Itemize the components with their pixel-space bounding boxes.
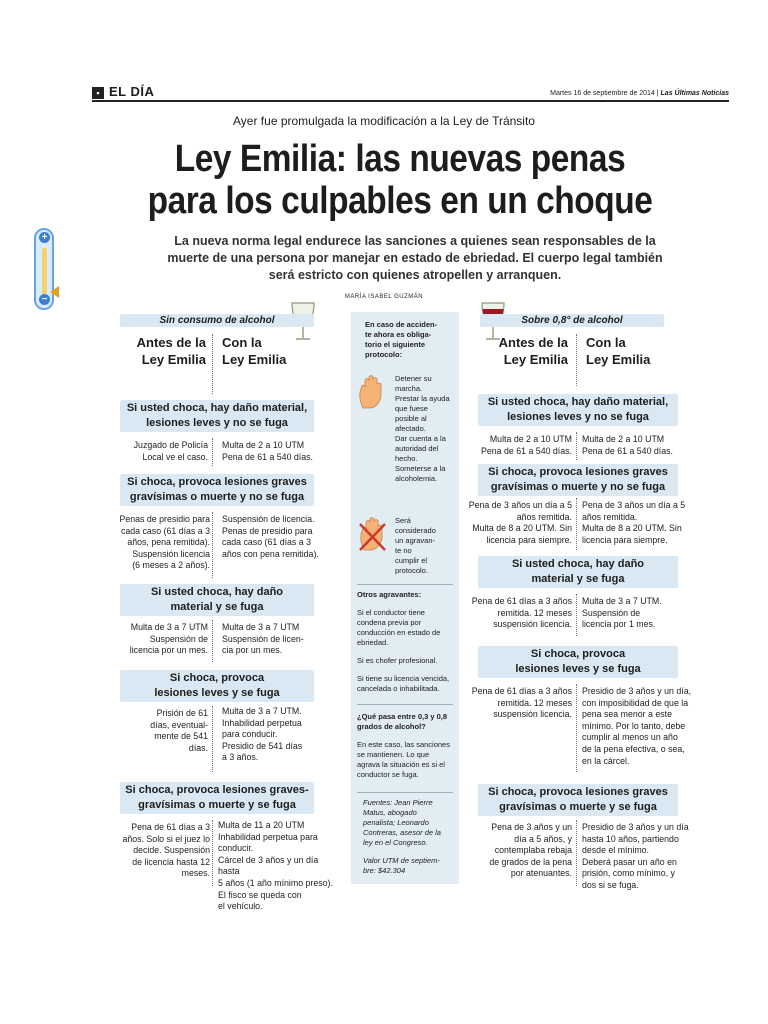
divider: [576, 820, 577, 886]
issue-date: Martes 16 de septiembre de 2014 | Las Últimas Noticias: [550, 90, 729, 97]
protocol-steps: Detener su marcha. Prestar la ayuda que fuese posible al afectado. Dar cuenta a la autoridad del hecho. Someterse a la alcoholemia.: [395, 374, 450, 483]
section-heading: Si usted choca, hay daño material y se fuga: [120, 584, 314, 616]
after-cell: Multa de 3 a 7 UTM Suspensión de licen- cia por un mes.: [222, 622, 304, 656]
section-name: EL DÍA: [109, 84, 155, 99]
section-heading: Si choca, provoca lesiones graves- gravísimas o muerte y se fuga: [120, 782, 314, 814]
byline: MARÍA ISABEL GUZMÁN: [344, 294, 424, 300]
zoom-slider-handle-icon[interactable]: [50, 286, 59, 298]
before-cell: Penas de presidio para cada caso (61 días a 3 años, pena remitida). Suspensión licencia (6 meses a 2 años).: [119, 514, 210, 571]
after-cell: Multa de 11 a 20 UTM Inhabilidad perpetua para conducir. Cárcel de 3 años y un día hasta 5 años (1 año mínimo preso). El fisco se queda con el vehículo.: [218, 820, 333, 912]
section-heading: Si choca, provoca lesiones leves y se fuga: [120, 670, 314, 702]
right-after-heading: Con la Ley Emilia: [586, 335, 651, 367]
before-cell: Juzgado de Policía Local ve el caso.: [133, 440, 208, 462]
after-cell: Multa de 2 a 10 UTM Pena de 61 a 540 días.: [222, 440, 313, 462]
left-after-heading: Con la Ley Emilia: [222, 335, 287, 367]
sources: Fuentes: Jean Pierre Matus, abogado penalista; Leonardo Contreras, asesor de la ley en el Congreso. Valor UTM de septiem- bre: $42.304: [363, 798, 441, 875]
divider: [576, 432, 577, 460]
section-heading: Si choca, provoca lesiones leves y se fuga: [478, 646, 678, 678]
before-cell: Pena de 61 días a 3 años. Solo si el juez lo decide. Suspensión de licencia hasta 12 meses.: [122, 822, 210, 879]
protocol-intro: En caso de acciden- te ahora es obliga- torio el siguiente protocolo:: [365, 320, 438, 359]
before-cell: Prisión de 61 días, eventual- mente de 541 días.: [150, 708, 208, 753]
divider: [357, 584, 453, 585]
after-cell: Suspensión de licencia. Penas de presidio para cada caso (61 días a 3 años con pena remitida).: [222, 514, 319, 559]
left-column-label: Sin consumo de alcohol: [120, 314, 314, 327]
before-cell: Pena de 3 años un día a 5 años remitida. Multa de 8 a 20 UTM. Sin licencia para siempre.: [468, 500, 572, 545]
after-cell: Multa de 3 a 7 UTM. Suspensión de licencia por 1 mes.: [582, 596, 662, 630]
before-cell: Pena de 3 años y un día a 5 años, y contemplaba rebaja de grados de la pena por atenuantes.: [489, 822, 572, 879]
zoom-in-icon[interactable]: +: [39, 232, 50, 243]
zoom-out-icon[interactable]: −: [39, 294, 50, 305]
before-cell: Pena de 61 días a 3 años remitida. 12 meses suspensión licencia.: [471, 596, 572, 630]
before-cell: Pena de 61 días a 3 años remitida. 12 meses suspensión licencia.: [471, 686, 572, 720]
divider: [212, 820, 213, 886]
section-heading: Si usted choca, hay daño material y se fuga: [478, 556, 678, 588]
section-heading: Si choca, provoca lesiones graves gravísimas o muerte y no se fuga: [478, 464, 678, 496]
lead-paragraph: La nueva norma legal endurece las sanciones a quienes sean responsables de la muerte de una persona por manejar en estado de ebriedad. El cuerpo legal también será estricto con quienes atropellen y arranquen.: [167, 234, 663, 282]
divider: [576, 684, 577, 772]
zoom-control[interactable]: [34, 228, 54, 310]
headline: Ley Emilia: las nuevas penas para los culpables en un choque: [147, 138, 653, 222]
divider: [212, 334, 213, 394]
divider: [576, 594, 577, 636]
section-heading: Si choca, provoca lesiones graves gravísimas o muerte y no se fuga: [120, 474, 314, 506]
divider: [357, 792, 453, 793]
divider: [576, 498, 577, 550]
zoom-slider-track[interactable]: [42, 248, 47, 294]
right-before-heading: Antes de la Ley Emilia: [498, 335, 568, 367]
after-cell: Pena de 3 años un día a 5 años remitida. Multa de 8 a 20 UTM. Sin licencia para siempre.: [582, 500, 686, 545]
left-before-heading: Antes de la Ley Emilia: [136, 335, 206, 367]
aggravating-factors: Otros agravantes: Si el conductor tiene condena previa por conducción en estado de ebriedad. Si es chofer profesional. Si tiene su licencia vencida, cancelada o inhabilitada.: [357, 590, 450, 693]
divider: [357, 704, 453, 705]
before-cell: Multa de 2 a 10 UTM Pena de 61 a 540 días.: [481, 434, 572, 456]
section-heading: Si usted choca, hay daño material, lesiones leves y no se fuga: [120, 400, 314, 432]
newspaper-name: Las Últimas Noticias: [660, 90, 729, 97]
page-header: [92, 84, 729, 102]
crossed-hand-icon: [357, 516, 387, 552]
stop-hand-icon: [357, 374, 385, 410]
after-cell: Multa de 2 a 10 UTM Pena de 61 a 540 días.: [582, 434, 673, 456]
divider: [212, 438, 213, 466]
before-cell: Multa de 3 a 7 UTM Suspensión de licencia por un mes.: [129, 622, 208, 656]
question-block: ¿Qué pasa entre 0,3 y 0,8 grados de alcohol? En este caso, las sanciones se mantienen. Lo que agrava la situación es si el conductor se fuga.: [357, 712, 450, 779]
divider: [212, 706, 213, 772]
section-heading: Si usted choca, hay daño material, lesiones leves y no se fuga: [478, 394, 678, 426]
divider: [212, 512, 213, 578]
right-column-label: Sobre 0,8° de alcohol: [480, 314, 664, 327]
section-heading: Si choca, provoca lesiones graves gravísimas o muerte y se fuga: [478, 784, 678, 816]
divider: [576, 334, 577, 386]
after-cell: Presidio de 3 años y un día, con imposibilidad de que la pena sea menor a este mínimo. Por lo tanto, debe cumplir al menos un año de la pena efectiva, o sea, en la cárcel.: [582, 686, 692, 766]
protocol-warning: Será considerado un agravan- te no cumplir el protocolo.: [395, 516, 436, 575]
after-cell: Presidio de 3 años y un día hasta 10 años, partiendo desde el mínimo. Deberá pasar un año en prisión, como mínimo, y dos si se fuga.: [582, 822, 689, 890]
protocol-sidebar: [351, 312, 459, 884]
after-cell: Multa de 3 a 7 UTM. Inhabilidad perpetua para conducir. Presidio de 541 días a 3 años.: [222, 706, 303, 763]
section-logo-icon: ▪: [92, 87, 104, 99]
kicker: Ayer fue promulgada la modificación a la Ley de Tránsito: [233, 114, 535, 128]
divider: [212, 620, 213, 662]
